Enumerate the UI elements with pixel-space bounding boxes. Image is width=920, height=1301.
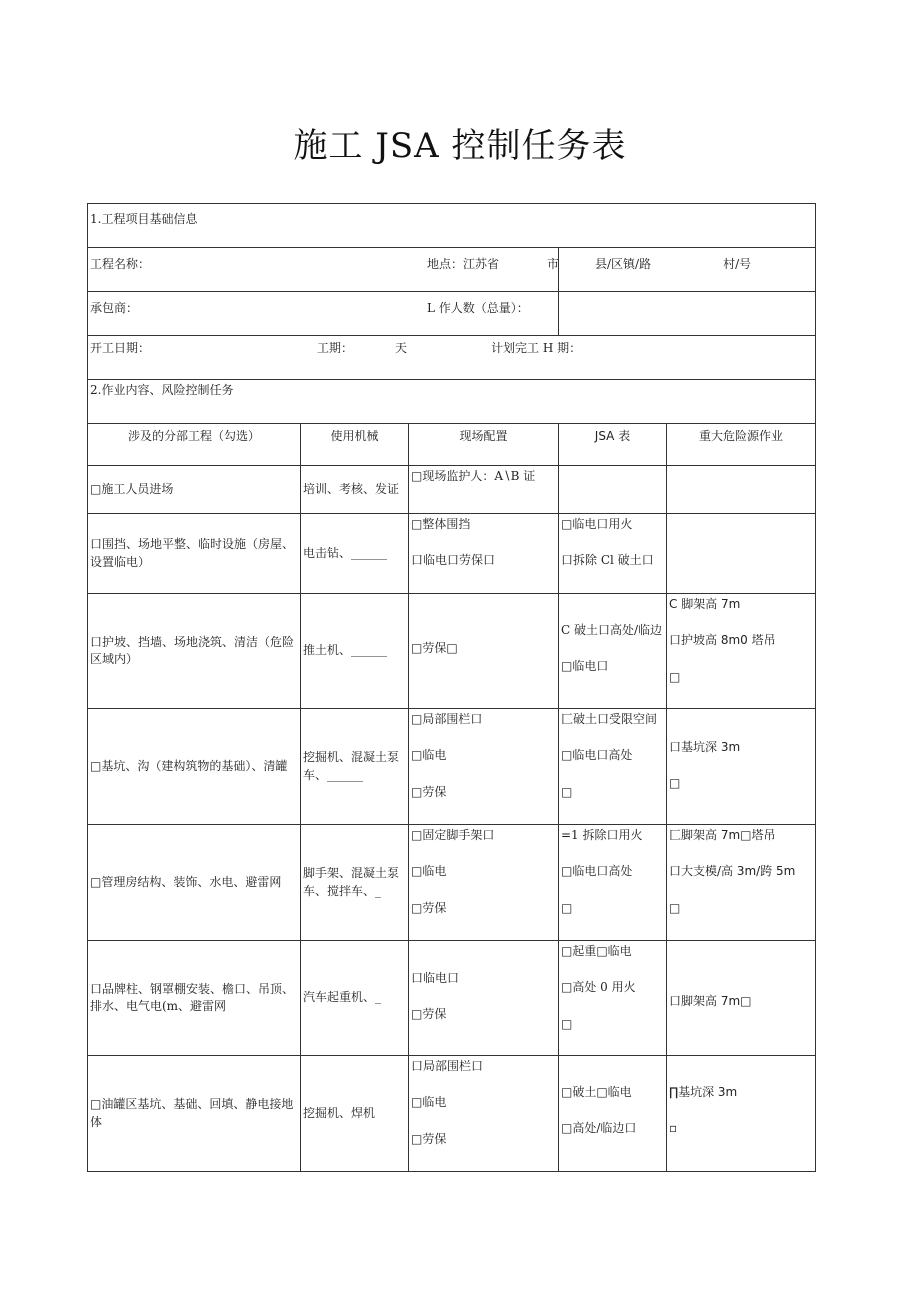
task-config: [409, 594, 559, 709]
task-config-item[interactable]: 口局部围栏口: [411, 1059, 484, 1073]
task-jsa: [559, 941, 667, 1056]
task-config-item[interactable]: □局部围栏口: [411, 712, 483, 726]
task-hazard: [667, 1056, 816, 1172]
task-jsa-item[interactable]: □: [561, 1016, 573, 1031]
task-work-item[interactable]: □施工人员进场: [88, 466, 301, 514]
task-hazard-item[interactable]: 口脚架高 7m□: [669, 994, 752, 1008]
task-jsa-item[interactable]: □: [561, 900, 573, 915]
task-jsa-item[interactable]: □高处 0 用火: [561, 980, 636, 995]
task-hazard-item[interactable]: □: [669, 776, 681, 791]
task-config-item[interactable]: □劳保: [411, 900, 447, 915]
task-jsa-item[interactable]: □临电口高处: [561, 748, 633, 763]
task-config-item[interactable]: □劳保: [411, 1007, 447, 1022]
project-name-field[interactable]: 工程名称：: [88, 248, 559, 292]
task-config-item[interactable]: □劳保□: [411, 641, 458, 655]
task-hazard-item[interactable]: 口大支模/高 3m/跨 5m: [669, 864, 796, 879]
task-hazard: [667, 941, 816, 1056]
section2-heading: 2.作业内容、风险控制任务: [88, 380, 816, 424]
task-jsa-item[interactable]: □临电口高处: [561, 864, 633, 879]
task-config: [409, 514, 559, 594]
task-hazard-item[interactable]: ▫: [669, 1121, 678, 1136]
planned-end-label[interactable]: 计划完工 H 期：: [491, 341, 582, 355]
task-row: [88, 514, 816, 594]
task-work-item[interactable]: □管理房结构、装饰、水电、避雷网: [88, 825, 301, 941]
task-hazard: [667, 594, 816, 709]
task-hazard-item[interactable]: 口基坑深 3m: [669, 740, 741, 754]
workers-label: L 作人数（总量）：: [427, 301, 529, 315]
task-jsa: [559, 709, 667, 825]
task-row: [88, 825, 816, 941]
task-jsa-item[interactable]: □临电口用火: [561, 517, 633, 531]
task-jsa-item[interactable]: □临电口: [561, 659, 609, 674]
task-config: [409, 825, 559, 941]
task-jsa-item[interactable]: □: [561, 784, 573, 799]
page-title: 施工 JSA 控制任务表: [293, 126, 627, 166]
task-jsa-item[interactable]: 口拆除 Cl 破土口: [561, 553, 654, 568]
task-jsa: [559, 466, 667, 514]
task-jsa: [559, 594, 667, 709]
column-header-2: 使用机械: [301, 424, 409, 466]
task-row: [88, 1056, 816, 1172]
task-config-item[interactable]: □临电: [411, 1095, 447, 1110]
task-config-item[interactable]: 口临电口: [411, 971, 460, 985]
start-date-label[interactable]: 开工日期：: [90, 341, 151, 355]
contractor-field[interactable]: 承包商：: [88, 292, 559, 336]
task-hazard: [667, 825, 816, 941]
task-hazard-item[interactable]: □: [669, 900, 681, 915]
task-config: [409, 466, 559, 514]
task-config-item[interactable]: 口临电口劳保口: [411, 553, 496, 568]
duration-label[interactable]: 工期： 天: [317, 341, 408, 355]
column-header-3: 现场配置: [409, 424, 559, 466]
task-jsa-item[interactable]: □起重□临电: [561, 944, 632, 958]
workers-field[interactable]: [427, 292, 816, 336]
jsa-control-table: [87, 203, 816, 1172]
task-jsa-item[interactable]: 匚破土口受限空间: [561, 712, 658, 726]
task-row: [88, 941, 816, 1056]
task-work-item[interactable]: 口护坡、挡墙、场地浇筑、清洁（危险区域内）: [88, 594, 301, 709]
schedule-row: [88, 336, 816, 380]
task-config-item[interactable]: □整体围挡: [411, 517, 471, 531]
task-hazard-item[interactable]: □: [669, 669, 681, 684]
column-header-1: 涉及的分部工程（勾选）: [88, 424, 301, 466]
task-hazard-item[interactable]: 匚脚架高 7m□塔吊: [669, 828, 776, 842]
task-machinery: 挖掘机、混凝土泵车、______: [301, 709, 409, 825]
column-header-5: 重大危险源作业: [667, 424, 816, 466]
task-jsa: [559, 1056, 667, 1172]
task-work-item[interactable]: 口围挡、场地平整、临时设施（房屋、设置临电）: [88, 514, 301, 594]
task-hazard-item[interactable]: ∏基坑深 3m: [669, 1085, 738, 1099]
task-hazard: [667, 466, 816, 514]
location-field[interactable]: [427, 248, 816, 292]
task-config-item[interactable]: □劳保: [411, 784, 447, 799]
task-hazard: [667, 709, 816, 825]
section1-heading: 1.工程项目基础信息: [88, 204, 816, 248]
task-work-item[interactable]: □基坑、沟（建构筑物的基础）、清罐: [88, 709, 301, 825]
task-machinery: 推土机、______: [301, 594, 409, 709]
task-config-item[interactable]: □劳保: [411, 1131, 447, 1146]
task-machinery: 培训、考核、发证: [301, 466, 409, 514]
task-config-item[interactable]: □临电: [411, 748, 447, 763]
task-row: [88, 466, 816, 514]
task-work-item[interactable]: □油罐区基坑、基础、回填、静电接地体: [88, 1056, 301, 1172]
task-jsa: [559, 514, 667, 594]
task-config: [409, 709, 559, 825]
task-jsa-item[interactable]: □高处/临边口: [561, 1121, 637, 1136]
task-work-item[interactable]: 口品牌柱、钢罩棚安装、檐口、吊顶、排水、电气电(m、避雷网: [88, 941, 301, 1056]
task-machinery: 电击钻、______: [301, 514, 409, 594]
task-hazard: [667, 514, 816, 594]
location-label: 地点：江苏省 市 县/区镇/路 村/号: [427, 257, 752, 271]
task-config-item[interactable]: □现场监护人：A∖B 证: [411, 469, 536, 483]
task-row: [88, 594, 816, 709]
task-config: [409, 1056, 559, 1172]
task-machinery: 挖掘机、焊机: [301, 1056, 409, 1172]
task-jsa-item[interactable]: □破土□临电: [561, 1085, 632, 1099]
task-jsa-item[interactable]: C 破土口高处/临边: [561, 623, 663, 637]
column-header-4: JSA 表: [559, 424, 667, 466]
task-config-item[interactable]: □临电: [411, 864, 447, 879]
task-machinery: 脚手架、混凝土泵车、搅拌车、_: [301, 825, 409, 941]
task-row: [88, 709, 816, 825]
task-jsa: [559, 825, 667, 941]
task-hazard-item[interactable]: 口护坡高 8m0 塔吊: [669, 633, 776, 648]
task-config: [409, 941, 559, 1056]
task-jsa-item[interactable]: =1 拆除口用火: [561, 828, 643, 842]
task-machinery: 汽车起重机、_: [301, 941, 409, 1056]
task-hazard-item[interactable]: C 脚架高 7m: [669, 597, 741, 611]
task-config-item[interactable]: □固定脚手架口: [411, 828, 495, 842]
